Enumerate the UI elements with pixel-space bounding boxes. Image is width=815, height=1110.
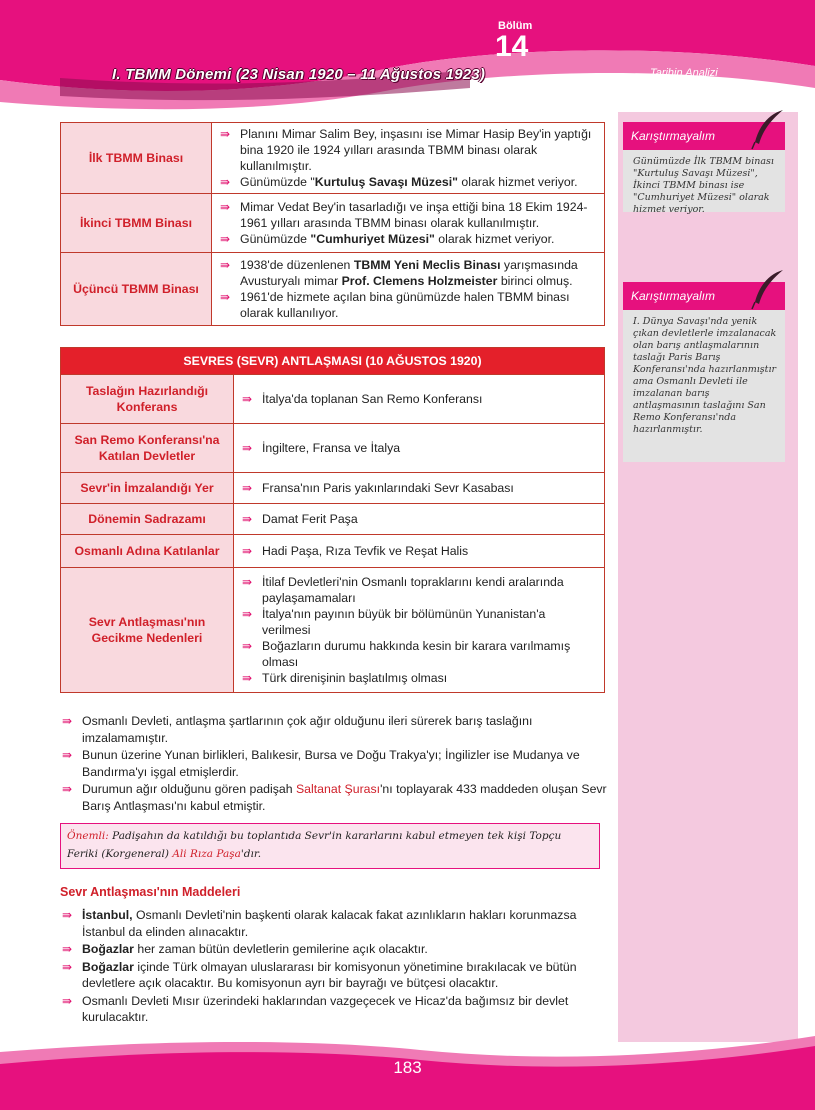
chapter-number: 14 [495,30,529,63]
articles-list [60,907,608,1027]
row-label: İkinci TBMM Binası [61,194,212,253]
sidebar-note [623,122,785,215]
list-item: ⇛ Osmanlı Devleti, antlaşma şartlarının çok ağır olduğunu ileri sürerek barış taslağını imzalamamıştır. [60,713,608,746]
table-row [61,473,605,504]
list-item: ⇛ Bunun üzerine Yunan birlikleri, Balıkesir, Bursa ve Doğu Trakya'yı; İngilizler ise Mudanya ve Bandırma'yı işgal etmişlerdir. [60,747,608,780]
row-content [212,253,605,326]
row-content [234,473,605,504]
row-label: Sevr'in İmzalandığı Yer [61,473,234,504]
sidebar [618,112,798,1042]
row-content [212,123,605,194]
list-item: ⇛ Türk direnişinin başlatılmış olması [240,670,596,686]
book-series-label: Tarihin Analizi [650,67,718,79]
table-header: SEVRES (SEVR) ANTLAŞMASI (10 AĞUSTOS 1920) [61,348,605,375]
table-row [61,253,605,326]
row-label: İlk TBMM Binası [61,123,212,194]
sidebar-note [623,282,785,462]
row-label: San Remo Konferansı'na Katılan Devletler [61,424,234,473]
list-item: ⇛ İstanbul, Osmanlı Devleti'nin başkenti olarak kalacak fakat azınlıkların hakları korunmazsa İstanbul da elinden alınacaktır. [60,907,608,940]
body-paragraphs [60,713,608,815]
list-item: ⇛ Hadi Paşa, Rıza Tevfik ve Reşat Halis [240,543,596,559]
table-row [61,424,605,473]
list-item: ⇛ Damat Ferit Paşa [240,511,596,527]
section-title: I. TBMM Dönemi (23 Nisan 1920 – 11 Ağustos 1923) [112,66,486,83]
tbmm-buildings-table [60,122,605,326]
note-header [623,122,785,150]
quill-icon [749,268,785,310]
row-content [234,535,605,568]
list-item: ⇛ Osmanlı Devleti Mısır üzerindeki haklarından vazgeçecek ve Hicaz'da bağımsız bir devlet kurulacaktır. [60,993,608,1026]
list-item: ⇛ 1961'de hizmete açılan bina günümüzde halen TBMM binası olarak kullanılıyor. [218,289,596,321]
quill-icon [749,108,785,150]
chapter-label: Bölüm [498,20,533,32]
list-item: ⇛ Fransa'nın Paris yakınlarındaki Sevr Kasabası [240,480,596,496]
note-text: I. Dünya Savaşı'nda yenik çıkan devletlerle imzalanacak olan barış antlaşmalarının taslağı Paris Barış Konferansı'nda hazırlanmıştır ama Osmanlı Devleti ile imzalanan barış antlaşmasının taslağını San Remo Konferansı'nda hazırlanmıştır. [633,316,777,435]
page-header [0,0,815,115]
table-row [61,375,605,424]
important-box: Önemli: Padişahın da katıldığı bu toplantıda Sevr'in kararlarını kabul etmeyen tek kişi Topçu Feriki (Korgeneral) Ali Rıza Paşa'dır. [60,823,600,869]
row-content [234,568,605,693]
table-row [61,123,605,194]
row-label: Taslağın Hazırlandığı Konferans [61,375,234,424]
table-header-row [61,348,605,375]
list-item: ⇛ Boğazlar içinde Türk olmayan uluslararası bir komisyonun yönetimine bırakılacak ve bütün devletlere açık olacaktır. Bu komisyonun ayrı bir bayrağı ve bütçesi olacaktır. [60,959,608,992]
list-item: ⇛ Mimar Vedat Bey'in tasarladığı ve inşa ettiği bina 18 Ekim 1924-1961 yılları arasında TBMM binası olarak kullanılmıştır. [218,199,596,231]
table-row [61,504,605,535]
row-label: Dönemin Sadrazamı [61,504,234,535]
table-row [61,535,605,568]
highlight-name: Ali Rıza Paşa [172,848,241,860]
list-item: ⇛ İtalya'da toplanan San Remo Konferansı [240,391,596,407]
list-item: ⇛ Planını Mimar Salim Bey, inşasını ise Mimar Hasip Bey'in yaptığı bina 1920 ile 1924 yılları arasında TBMM binası olarak kullanılmıştır. [218,126,596,174]
list-item: ⇛ İngiltere, Fransa ve İtalya [240,440,596,456]
row-content [234,375,605,424]
list-item: ⇛ İtalya'nın payının büyük bir bölümünün Yunanistan'a verilmesi [240,606,596,638]
list-item: ⇛ Günümüzde "Cumhuriyet Müzesi" olarak hizmet veriyor. [218,231,596,247]
sevr-table [60,347,605,693]
note-title: Karıştırmayalım [631,289,716,303]
note-title: Karıştırmayalım [631,129,716,143]
table-row [61,568,605,693]
list-item: ⇛ Durumun ağır olduğunu gören padişah Saltanat Şurası'nı toplayarak 433 maddeden oluşan Sevr Barış Antlaşması'nı kabul etmiştir. [60,781,608,814]
highlight-term: Saltanat Şurası [295,782,381,796]
row-label: Sevr Antlaşması'nın Gecikme Nedenleri [61,568,234,693]
note-text: Günümüzde İlk TBMM binası "Kurtuluş Savaşı Müzesi", İkinci TBMM binası ise "Cumhuriyet Müzesi" olarak hizmet veriyor. [633,156,774,215]
row-content [234,504,605,535]
row-content [212,194,605,253]
list-item: ⇛ Boğazların durumu hakkında kesin bir karara varılmamış olması [240,638,596,670]
list-item: ⇛ 1938'de düzenlenen TBMM Yeni Meclis Binası yarışmasında Avusturyalı mimar Prof. Clemens Holzmeister birinci olmuş. [218,257,596,289]
row-label: Üçüncü TBMM Binası [61,253,212,326]
table-row [61,194,605,253]
articles-title: Sevr Antlaşması'nın Maddeleri [60,885,241,899]
row-label: Osmanlı Adına Katılanlar [61,535,234,568]
list-item: ⇛ Boğazlar her zaman bütün devletlerin gemilerine açık olacaktır. [60,941,608,958]
important-label: Önemli: [67,830,109,842]
header-banner [0,0,815,115]
list-item: ⇛ İtilaf Devletleri'nin Osmanlı topraklarını kendi aralarında paylaşamamaları [240,574,596,606]
row-content [234,424,605,473]
note-header [623,282,785,310]
page-number: 183 [393,1058,422,1077]
list-item: ⇛ Günümüzde "Kurtuluş Savaşı Müzesi" olarak hizmet veriyor. [218,174,596,190]
